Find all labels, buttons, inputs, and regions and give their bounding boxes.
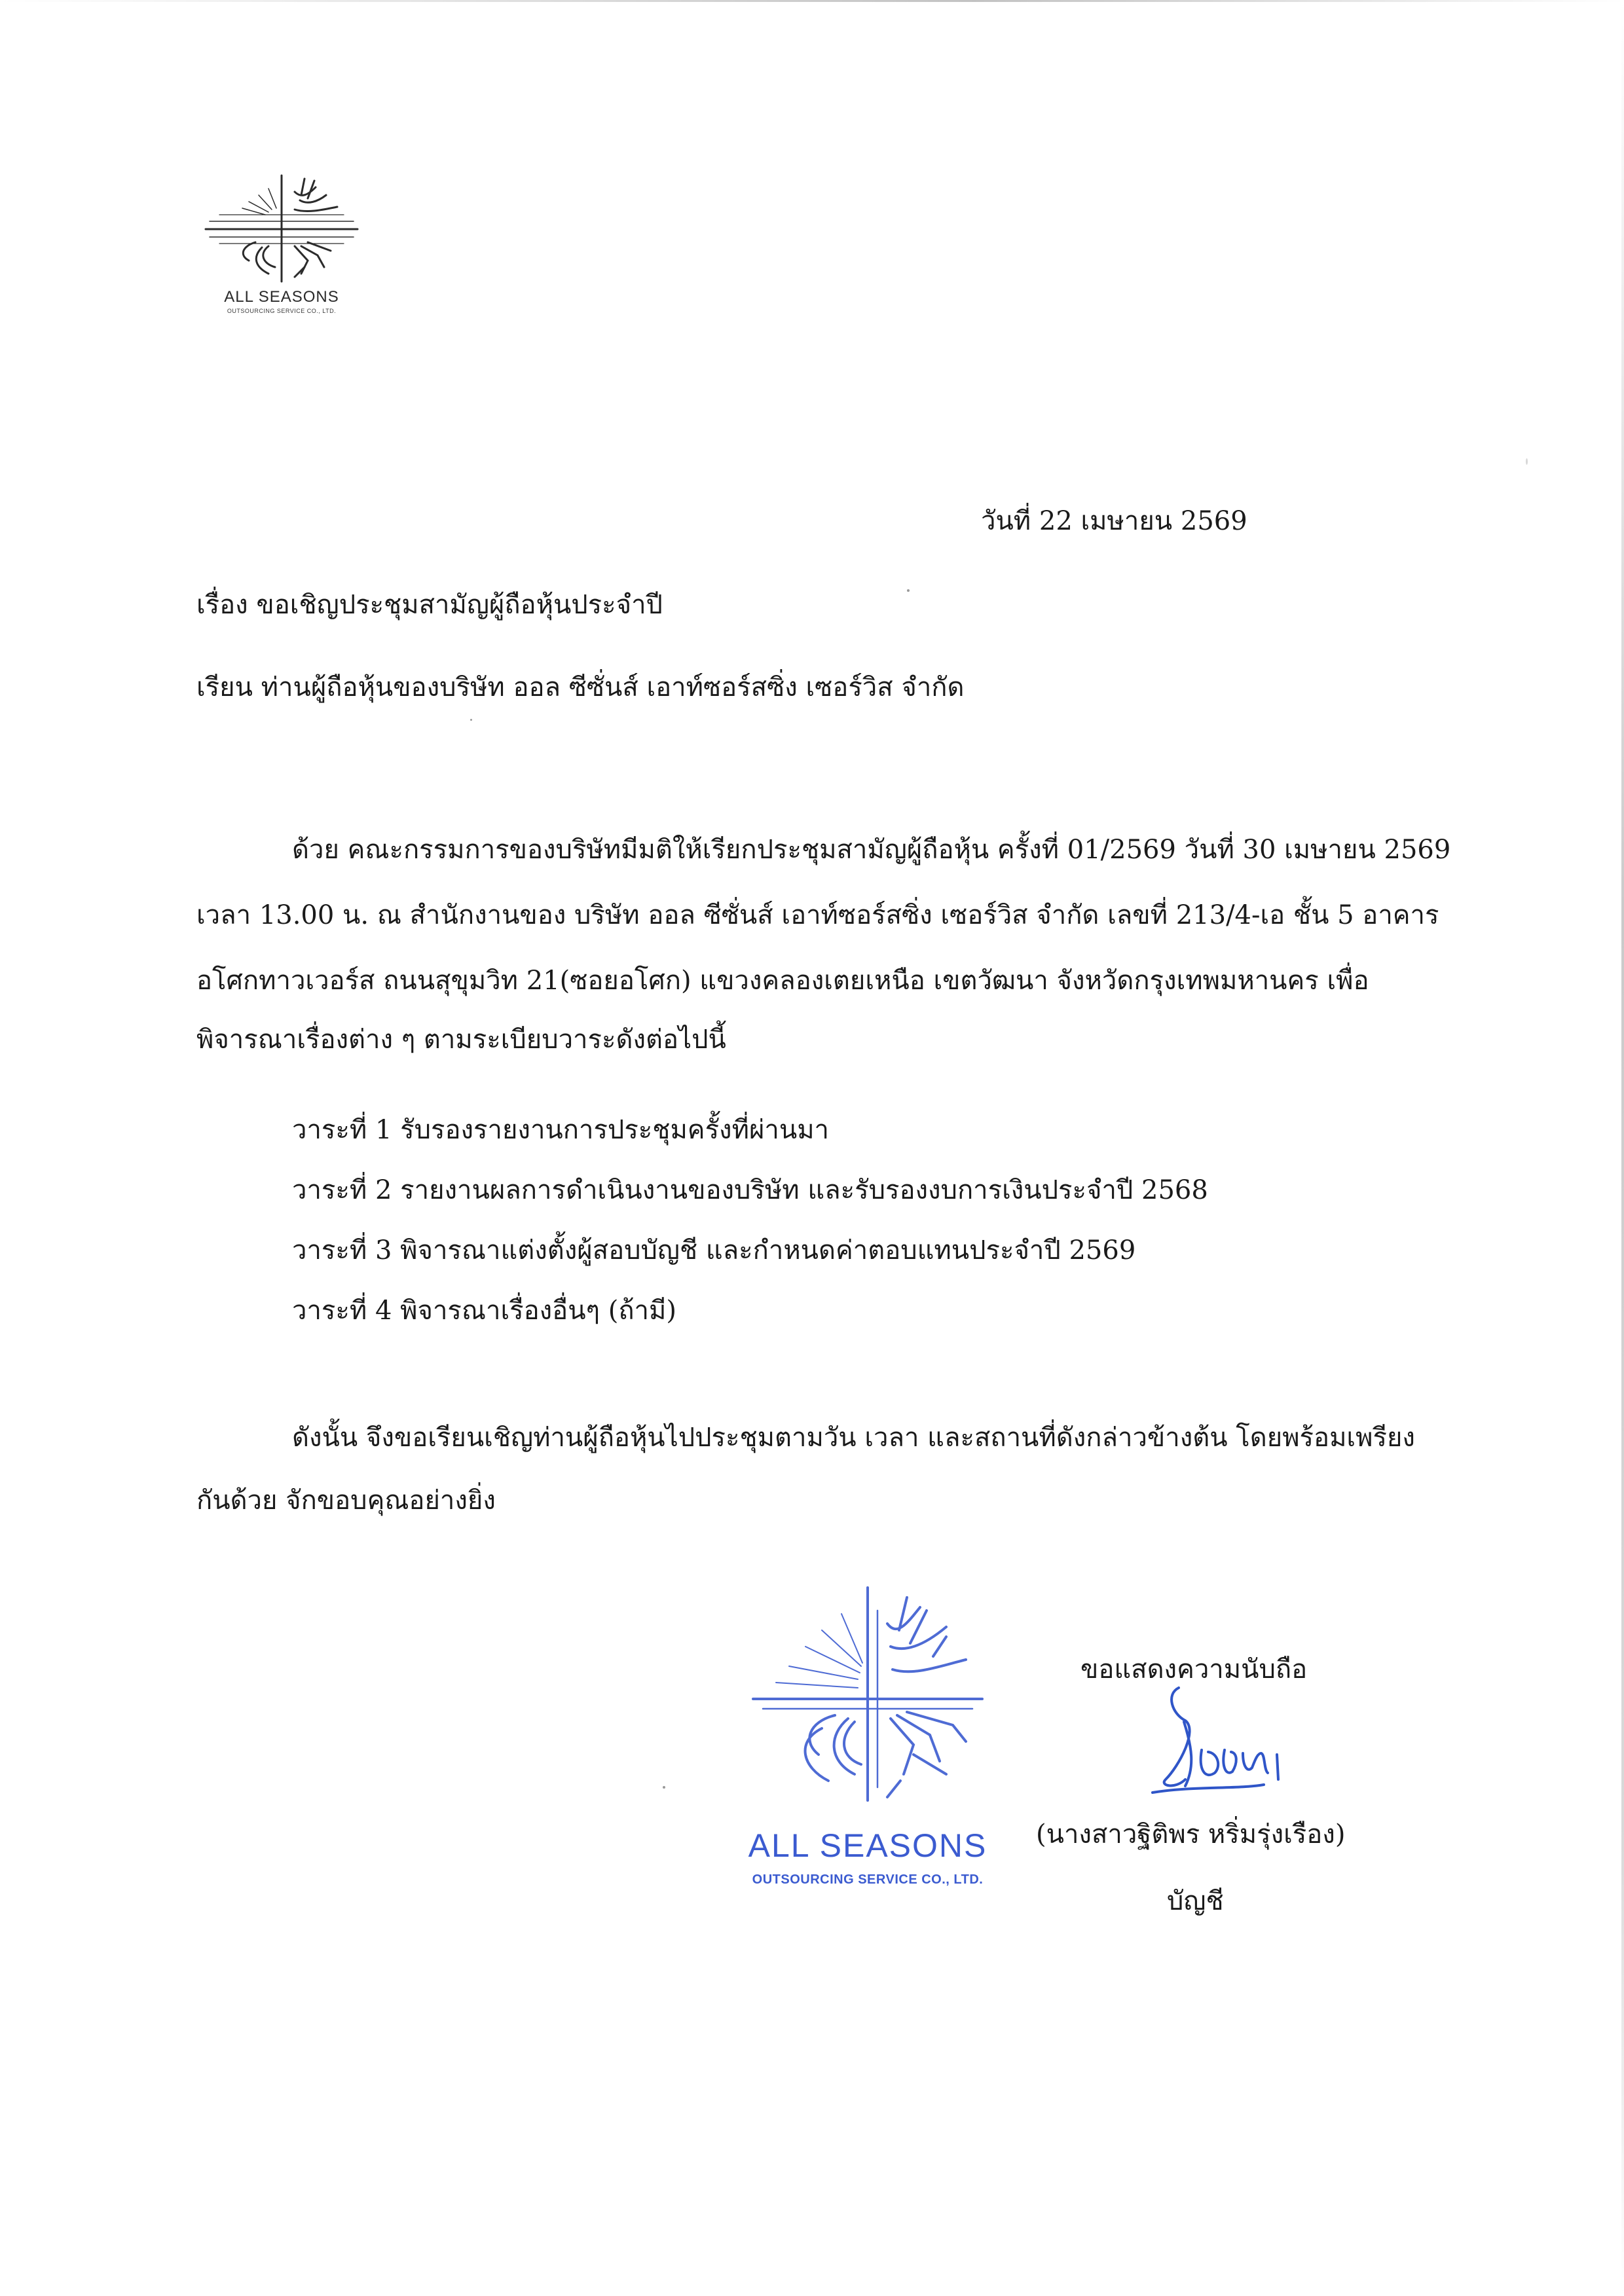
paragraph-line: พิจารณาเรื่องต่าง ๆ ตามระเบียบวาระดังต่อไปนี้ bbox=[196, 1025, 726, 1055]
handwritten-signature bbox=[1139, 1681, 1336, 1812]
agenda-item: วาระที่ 2 รายงานผลการดำเนินงานของบริษัท และรับรองงบการเงินประจำปี 2568 bbox=[292, 1175, 1208, 1205]
scan-speck bbox=[470, 719, 472, 721]
agenda-item: วาระที่ 1 รับรองรายงานการประชุมครั้งที่ผ่านมา bbox=[292, 1115, 830, 1145]
intro-paragraph bbox=[196, 833, 1451, 1055]
scan-speck bbox=[907, 589, 910, 592]
letter-subject: เรื่อง ขอเชิญประชุมสามัญผู้ถือหุ้นประจำปี bbox=[196, 590, 663, 620]
stamp-company-name: ALL SEASONS bbox=[748, 1827, 987, 1864]
page-top-edge bbox=[0, 0, 1624, 2]
agenda-list bbox=[196, 1113, 1441, 1336]
signature-mark bbox=[1139, 1681, 1336, 1812]
closing-paragraph bbox=[196, 1421, 1441, 1525]
paragraph-line: อโศกทาวเวอร์ส ถนนสุขุมวิท 21(ซอยอโศก) แขวงคลองเตยเหนือ เขตวัฒนา จังหวัดกรุงเทพมหานคร เพื่อ bbox=[196, 966, 1369, 996]
signatory-title: บัญชี bbox=[1167, 1886, 1224, 1916]
company-stamp bbox=[740, 1584, 995, 1899]
signatory-name: (นางสาวฐิติพร หริ่มรุ่งเรือง) bbox=[1036, 1819, 1346, 1850]
agenda-item: วาระที่ 3 พิจารณาแต่งตั้งผู้สอบบัญชี และกำหนดค่าตอบแทนประจำปี 2569 bbox=[292, 1235, 1136, 1266]
page-right-edge bbox=[1621, 0, 1624, 2296]
agenda-item: วาระที่ 4 พิจารณาเรื่องอื่นๆ (ถ้ามี) bbox=[292, 1296, 676, 1326]
letter-recipient: เรียน ท่านผู้ถือหุ้นของบริษัท ออล ซีซั่นส์ เอาท์ซอร์สซิ่ง เซอร์วิส จำกัด bbox=[196, 672, 965, 702]
letter-date: วันที่ 22 เมษายน 2569 bbox=[981, 506, 1247, 536]
logo-company-subtitle: OUTSOURCING SERVICE CO., LTD. bbox=[227, 308, 337, 314]
paragraph-line: ดังนั้น จึงขอเรียนเชิญท่านผู้ถือหุ้นไปประชุมตามวัน เวลา และสถานที่ดังกล่าวข้างต้น โดยพร้อมเพรียง bbox=[292, 1423, 1415, 1453]
logo-company-name: ALL SEASONS bbox=[224, 288, 339, 306]
paragraph-line: กันด้วย จักขอบคุณอย่างยิ่ง bbox=[196, 1485, 496, 1516]
company-logo bbox=[196, 169, 367, 321]
logo-tree-icon bbox=[203, 169, 360, 283]
scan-speck bbox=[663, 1786, 665, 1789]
stamp-tree-icon bbox=[750, 1584, 986, 1807]
scan-speck bbox=[1526, 458, 1528, 465]
paragraph-line: ด้วย คณะกรรมการของบริษัทมีมติให้เรียกประชุมสามัญผู้ถือหุ้น ครั้งที่ 01/2569 วันที่ 30 เมษายน 2569 bbox=[292, 835, 1451, 865]
paragraph-line: เวลา 13.00 น. ณ สำนักงานของ บริษัท ออล ซีซั่นส์ เอาท์ซอร์สซิ่ง เซอร์วิส จำกัด เลขที่ 213/4-เอ ชั้น 5 อาคาร bbox=[196, 900, 1439, 930]
stamp-company-subtitle: OUTSOURCING SERVICE CO., LTD. bbox=[752, 1872, 984, 1887]
closing-salutation: ขอแสดงความนับถือ bbox=[1080, 1654, 1308, 1685]
